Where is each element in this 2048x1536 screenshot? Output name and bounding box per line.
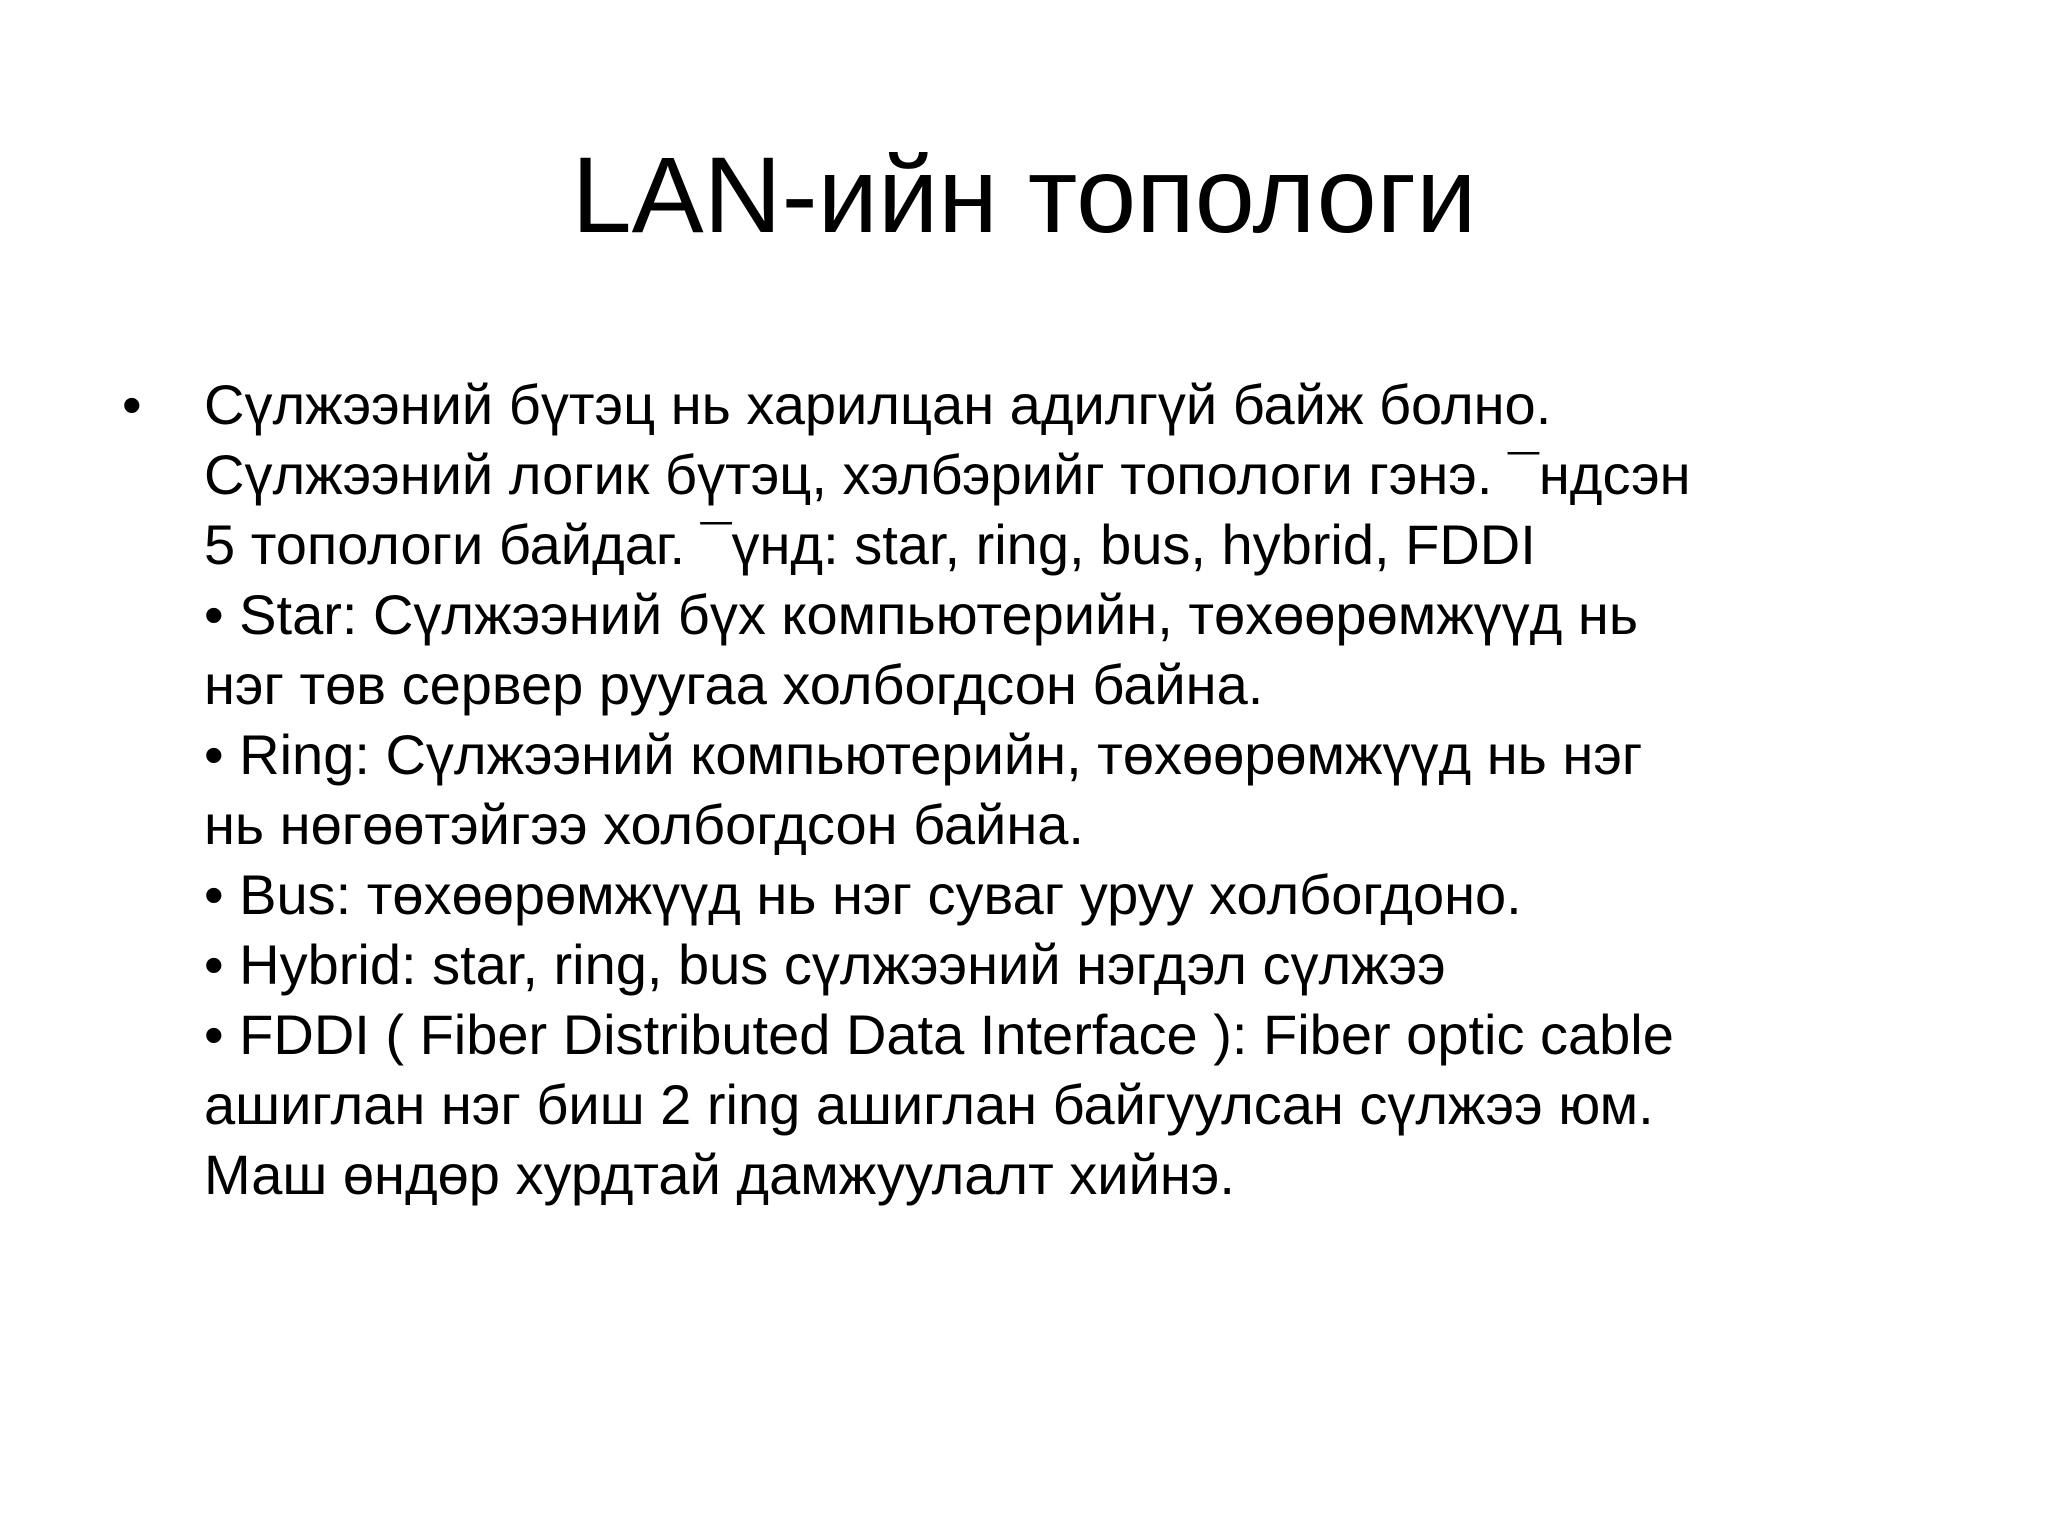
body-line: 5 топологи байдаг. ¯үнд: star, ring, bus, hybrid, FDDI <box>204 513 1536 576</box>
body-line: • Hybrid: star, ring, bus сүлжээний нэгдэл сүлжээ <box>204 933 1446 996</box>
body-line: • Bus: төхөөрөмжүүд нь нэг суваг уруу холбогдоно. <box>204 863 1522 926</box>
bullet-body <box>204 370 1994 1210</box>
slide-title: LAN-ийн топологи <box>571 134 1477 255</box>
body-line: Сүлжээний бүтэц нь харилцан адилгүй байж болно. <box>204 373 1552 436</box>
body-line: • Star: Сүлжээний бүх компьютерийн, төхөөрөмжүүд нь <box>204 583 1639 646</box>
body-line: Сүлжээний логик бүтэц, хэлбэрийг топологи гэнэ. ¯ндсэн <box>204 443 1691 506</box>
body-line: нэг төв сервер руугаа холбогдсон байна. <box>204 653 1264 716</box>
body-line: Маш өндөр хурдтай дамжуулалт хийнэ. <box>204 1143 1235 1206</box>
body-line: • Ring: Сүлжээний компьютерийн, төхөөрөмжүүд нь нэг <box>204 723 1643 786</box>
body-line: • FDDI ( Fiber Distributed Data Interface ): Fiber optic cable <box>204 1003 1674 1066</box>
bullet-marker: • <box>122 373 142 436</box>
body-line: ашиглан нэг биш 2 ring ашиглан байгуулсан сүлжээ юм. <box>204 1073 1654 1136</box>
body-line: нь нөгөөтэйгээ холбогдсон байна. <box>204 793 1084 856</box>
